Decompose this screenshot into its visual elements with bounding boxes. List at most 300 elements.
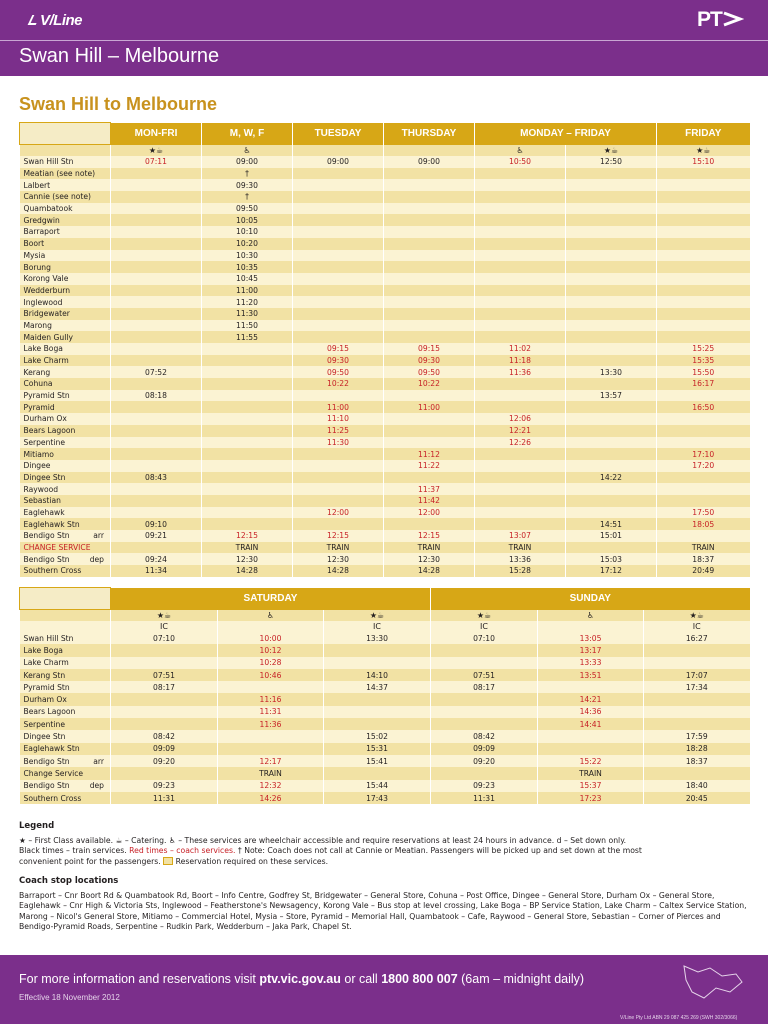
time-cell: 12:50 bbox=[566, 156, 657, 168]
time-cell: 13:30 bbox=[324, 632, 431, 644]
time-cell bbox=[293, 191, 384, 203]
time-cell: 08:43 bbox=[111, 472, 202, 484]
time-cell bbox=[293, 168, 384, 180]
table-row bbox=[20, 238, 750, 250]
time-cell bbox=[431, 767, 538, 779]
time-cell: 17:59 bbox=[644, 730, 750, 742]
col-monday-friday: MONDAY – FRIDAY bbox=[475, 123, 657, 145]
col-tuesday: TUESDAY bbox=[293, 123, 384, 145]
time-cell bbox=[475, 472, 566, 484]
time-cell bbox=[293, 320, 384, 332]
time-cell bbox=[384, 250, 475, 262]
time-cell: 08:42 bbox=[111, 730, 218, 742]
time-cell: 12:21 bbox=[475, 425, 566, 437]
col-mwf: M, W, F bbox=[202, 123, 293, 145]
stop-name: Gredgwin bbox=[20, 214, 111, 226]
time-cell bbox=[657, 425, 750, 437]
time-cell: 10:46 bbox=[218, 669, 324, 681]
time-cell: 15:35 bbox=[657, 355, 750, 367]
weekend-timetable bbox=[19, 587, 750, 804]
time-cell: 14:28 bbox=[384, 565, 475, 577]
time-cell: 17:23 bbox=[538, 792, 644, 804]
time-cell: 17:34 bbox=[644, 681, 750, 693]
table-row bbox=[20, 390, 750, 402]
time-cell bbox=[111, 320, 202, 332]
table-row bbox=[20, 518, 750, 530]
stop-name: Serpentine bbox=[20, 437, 111, 449]
service-type bbox=[538, 621, 644, 632]
time-cell bbox=[566, 378, 657, 390]
time-cell bbox=[293, 273, 384, 285]
time-cell: 12:00 bbox=[384, 507, 475, 519]
stop-name: Cannie (see note) bbox=[20, 191, 111, 203]
time-cell bbox=[657, 495, 750, 507]
time-cell: 11:02 bbox=[475, 343, 566, 355]
time-cell: 07:52 bbox=[111, 366, 202, 378]
time-cell bbox=[111, 507, 202, 519]
time-cell bbox=[657, 273, 750, 285]
time-cell: 15:03 bbox=[566, 553, 657, 565]
time-cell bbox=[566, 320, 657, 332]
time-cell: 14:22 bbox=[566, 472, 657, 484]
table-row bbox=[20, 718, 750, 730]
time-cell: TRAIN bbox=[218, 767, 324, 779]
ptv-link[interactable]: ptv.vic.gov.au bbox=[259, 972, 341, 986]
time-cell bbox=[657, 331, 750, 343]
time-cell bbox=[293, 250, 384, 262]
time-cell bbox=[293, 226, 384, 238]
time-cell: 10:28 bbox=[218, 657, 324, 669]
time-cell: 09:24 bbox=[111, 553, 202, 565]
time-cell bbox=[384, 179, 475, 191]
time-cell bbox=[657, 437, 750, 449]
table-row bbox=[20, 285, 750, 297]
service-icon: ♿ bbox=[475, 145, 566, 157]
time-cell bbox=[293, 460, 384, 472]
stop-name: Raywood bbox=[20, 483, 111, 495]
time-cell bbox=[475, 390, 566, 402]
time-cell: 11:12 bbox=[384, 448, 475, 460]
time-cell bbox=[566, 296, 657, 308]
time-cell: 09:50 bbox=[202, 203, 293, 215]
time-cell bbox=[111, 378, 202, 390]
footer-info: For more information and reservations visit ptv.vic.gov.au or call 1800 800 007 (6am – midnight daily) bbox=[19, 972, 585, 986]
stop-name: Lake Charm bbox=[20, 657, 111, 669]
time-cell: 17:10 bbox=[657, 448, 750, 460]
stop-name: Korong Vale bbox=[20, 273, 111, 285]
legend bbox=[19, 821, 749, 933]
time-cell: 14:51 bbox=[566, 518, 657, 530]
time-cell bbox=[111, 657, 218, 669]
time-cell: 11:37 bbox=[384, 483, 475, 495]
table-row bbox=[20, 203, 750, 215]
stop-name: Eaglehawk Stn bbox=[20, 743, 111, 755]
time-cell: 08:17 bbox=[431, 681, 538, 693]
time-cell bbox=[566, 413, 657, 425]
stop-name: Pyramid Stn bbox=[20, 390, 111, 402]
time-cell: 11:36 bbox=[475, 366, 566, 378]
time-cell bbox=[566, 542, 657, 554]
time-cell bbox=[566, 331, 657, 343]
time-cell bbox=[324, 644, 431, 656]
stop-name: Serpentine bbox=[20, 718, 111, 730]
time-cell bbox=[431, 718, 538, 730]
time-cell bbox=[566, 261, 657, 273]
service-icon: ♿ bbox=[538, 610, 644, 622]
time-cell bbox=[384, 296, 475, 308]
stop-name: Dingee bbox=[20, 460, 111, 472]
time-cell bbox=[293, 261, 384, 273]
time-cell bbox=[324, 693, 431, 705]
time-cell bbox=[657, 261, 750, 273]
time-cell: 13:07 bbox=[475, 530, 566, 542]
table-row bbox=[20, 460, 750, 472]
table-row bbox=[20, 343, 750, 355]
time-cell bbox=[111, 542, 202, 554]
time-cell: 15:10 bbox=[657, 156, 750, 168]
time-cell: 10:00 bbox=[218, 632, 324, 644]
time-cell: 12:30 bbox=[293, 553, 384, 565]
time-cell bbox=[431, 657, 538, 669]
stop-name: Quambatook bbox=[20, 203, 111, 215]
time-cell: 14:28 bbox=[293, 565, 384, 577]
stop-name: Meatian (see note) bbox=[20, 168, 111, 180]
time-cell: 09:09 bbox=[431, 743, 538, 755]
table-row bbox=[20, 553, 750, 565]
time-cell: 09:23 bbox=[111, 780, 218, 792]
time-cell bbox=[475, 518, 566, 530]
time-cell bbox=[384, 308, 475, 320]
time-cell: TRAIN bbox=[475, 542, 566, 554]
time-cell: 09:30 bbox=[293, 355, 384, 367]
time-cell bbox=[538, 743, 644, 755]
time-cell: 09:20 bbox=[111, 755, 218, 767]
service-icon bbox=[293, 145, 384, 157]
time-cell bbox=[111, 767, 218, 779]
time-cell bbox=[202, 378, 293, 390]
time-cell: 17:43 bbox=[324, 792, 431, 804]
time-cell: 13:51 bbox=[538, 669, 644, 681]
header-blank bbox=[20, 123, 111, 145]
time-cell bbox=[218, 743, 324, 755]
phone-number: 1800 800 007 bbox=[381, 972, 458, 986]
time-cell bbox=[475, 378, 566, 390]
time-cell bbox=[111, 693, 218, 705]
stop-name: Bendigo Stn arr bbox=[20, 530, 111, 542]
time-cell bbox=[111, 273, 202, 285]
service-icon: ♿ bbox=[218, 610, 324, 622]
time-cell: 15:22 bbox=[538, 755, 644, 767]
time-cell bbox=[475, 168, 566, 180]
stop-name: Bridgewater bbox=[20, 308, 111, 320]
stop-name: Maiden Gully bbox=[20, 331, 111, 343]
time-cell bbox=[657, 472, 750, 484]
table-row bbox=[20, 156, 750, 168]
table-row bbox=[20, 755, 750, 767]
time-cell: 18:37 bbox=[657, 553, 750, 565]
table-row bbox=[20, 644, 750, 656]
time-cell bbox=[566, 343, 657, 355]
time-cell: 13:30 bbox=[566, 366, 657, 378]
time-cell bbox=[644, 644, 750, 656]
divider bbox=[0, 40, 768, 41]
time-cell bbox=[111, 343, 202, 355]
table-row bbox=[20, 296, 750, 308]
stop-name: Kerang Stn bbox=[20, 669, 111, 681]
time-cell bbox=[475, 331, 566, 343]
time-cell: 11:10 bbox=[293, 413, 384, 425]
time-cell bbox=[111, 214, 202, 226]
time-cell bbox=[384, 273, 475, 285]
time-cell bbox=[384, 331, 475, 343]
time-cell: 15:02 bbox=[324, 730, 431, 742]
time-cell: 18:28 bbox=[644, 743, 750, 755]
col-mon-fri: MON-FRI bbox=[111, 123, 202, 145]
reservation-swatch bbox=[163, 857, 173, 865]
time-cell bbox=[111, 706, 218, 718]
time-cell: 14:41 bbox=[538, 718, 644, 730]
stop-name: Marong bbox=[20, 320, 111, 332]
col-thursday: THURSDAY bbox=[384, 123, 475, 145]
stop-name: Lake Boga bbox=[20, 343, 111, 355]
time-cell bbox=[202, 483, 293, 495]
legend-title: Legend bbox=[19, 821, 55, 831]
time-cell bbox=[566, 460, 657, 472]
time-cell bbox=[111, 644, 218, 656]
time-cell bbox=[657, 483, 750, 495]
time-cell bbox=[384, 518, 475, 530]
time-cell: 12:30 bbox=[202, 553, 293, 565]
victoria-map-icon bbox=[678, 958, 748, 1008]
time-cell: 16:50 bbox=[657, 401, 750, 413]
stop-name: Mitiamo bbox=[20, 448, 111, 460]
legend-line-2: Black times – train services. Red times – coach services. † Note: Coach does not call at Cannie or Meatian. Passengers will be picked up and set down at the most bbox=[19, 846, 642, 855]
time-cell: 11:20 bbox=[202, 296, 293, 308]
coach-stop-text: Barraport – Cnr Boort Rd & Quambatook Rd, Boort – Info Centre, Godfrey St, Bridgewater – General Store, Cohuna – Post Office, Dingee – General Store, Durham Ox – General Store, Eaglehawk – Cnr High & Victoria Sts, Inglewood – Featherstone's Newsagency, Korong Vale – Bus stop at level crossing, Lake Boga – BP Service Station, Lake Charm – Caltex Service Station, Marong – Nicol's General Store, Mitiamo – Commercial Hotel, Mysia – Store, Pyramid – Memorial Hall, Quambatook – Cafe, Raywood – General Store, Sebastian – Corner of Pierces and Bendigo-Pyramid Roads, Serpentine – Rudkin Park, Wedderburn – Jaka Park, Chapel St. bbox=[19, 890, 747, 931]
time-cell: 11:42 bbox=[384, 495, 475, 507]
time-cell: † bbox=[202, 191, 293, 203]
time-cell bbox=[202, 437, 293, 449]
time-cell bbox=[475, 179, 566, 191]
time-cell: 12:15 bbox=[202, 530, 293, 542]
time-cell: 11:00 bbox=[202, 285, 293, 297]
stop-name: Kerang bbox=[20, 366, 111, 378]
time-cell bbox=[657, 214, 750, 226]
time-cell bbox=[111, 179, 202, 191]
time-cell bbox=[566, 214, 657, 226]
time-cell: TRAIN bbox=[657, 542, 750, 554]
time-cell: 10:22 bbox=[384, 378, 475, 390]
table-row bbox=[20, 669, 750, 681]
time-cell bbox=[111, 261, 202, 273]
time-cell bbox=[111, 285, 202, 297]
time-cell bbox=[111, 168, 202, 180]
time-cell: 12:06 bbox=[475, 413, 566, 425]
time-cell bbox=[202, 448, 293, 460]
stop-name: Swan Hill Stn bbox=[20, 156, 111, 168]
time-cell bbox=[475, 460, 566, 472]
time-cell bbox=[475, 214, 566, 226]
time-cell: 10:10 bbox=[202, 226, 293, 238]
route-title: Swan Hill – Melbourne bbox=[19, 45, 220, 67]
service-icon: ★☕ bbox=[657, 145, 750, 157]
time-cell bbox=[475, 191, 566, 203]
stop-name: Mysia bbox=[20, 250, 111, 262]
table-row bbox=[20, 767, 750, 779]
time-cell bbox=[566, 179, 657, 191]
time-cell bbox=[384, 320, 475, 332]
service-icon: ★☕ bbox=[566, 145, 657, 157]
time-cell: 11:30 bbox=[293, 437, 384, 449]
time-cell bbox=[475, 261, 566, 273]
time-cell bbox=[475, 401, 566, 413]
time-cell: 11:30 bbox=[202, 308, 293, 320]
time-cell bbox=[293, 308, 384, 320]
table-row bbox=[20, 437, 750, 449]
time-cell bbox=[384, 285, 475, 297]
abn-text: V/Line Pty Ltd ABN 29 087 425 269 (SWH 302/3066) bbox=[620, 1015, 738, 1021]
service-type: IC bbox=[431, 621, 538, 632]
stop-name: Dingee Stn bbox=[20, 472, 111, 484]
table-row bbox=[20, 191, 750, 203]
service-type bbox=[218, 621, 324, 632]
time-cell bbox=[202, 425, 293, 437]
legend-line-3: convenient point for the passengers. Reservation required on these services. bbox=[19, 856, 329, 866]
time-cell: 12:15 bbox=[293, 530, 384, 542]
table-row bbox=[20, 632, 750, 644]
stop-name: Eaglehawk bbox=[20, 507, 111, 519]
time-cell: 11:31 bbox=[111, 792, 218, 804]
time-cell bbox=[475, 250, 566, 262]
time-cell bbox=[111, 437, 202, 449]
time-cell: 11:22 bbox=[384, 460, 475, 472]
table-row bbox=[20, 780, 750, 792]
time-cell: 09:30 bbox=[202, 179, 293, 191]
time-cell bbox=[475, 285, 566, 297]
table-row bbox=[20, 507, 750, 519]
time-cell: 14:10 bbox=[324, 669, 431, 681]
time-cell bbox=[566, 203, 657, 215]
header-blank bbox=[20, 588, 111, 610]
time-cell bbox=[566, 495, 657, 507]
col-sunday: SUNDAY bbox=[431, 588, 750, 610]
service-type: IC bbox=[644, 621, 750, 632]
stop-name: Wedderburn bbox=[20, 285, 111, 297]
time-cell: 15:25 bbox=[657, 343, 750, 355]
table-row bbox=[20, 530, 750, 542]
time-cell: 07:11 bbox=[111, 156, 202, 168]
time-cell bbox=[384, 214, 475, 226]
time-cell: 09:50 bbox=[384, 366, 475, 378]
time-cell: 13:33 bbox=[538, 657, 644, 669]
time-cell: 17:20 bbox=[657, 460, 750, 472]
time-cell: 18:37 bbox=[644, 755, 750, 767]
time-cell bbox=[566, 285, 657, 297]
time-cell: 11:00 bbox=[384, 401, 475, 413]
time-cell bbox=[566, 448, 657, 460]
time-cell bbox=[293, 472, 384, 484]
time-cell: 15:31 bbox=[324, 743, 431, 755]
time-cell bbox=[384, 261, 475, 273]
time-cell bbox=[111, 191, 202, 203]
time-cell: 12:30 bbox=[384, 553, 475, 565]
time-cell bbox=[111, 355, 202, 367]
time-cell bbox=[657, 168, 750, 180]
time-cell: 14:37 bbox=[324, 681, 431, 693]
time-cell bbox=[293, 285, 384, 297]
table-row bbox=[20, 355, 750, 367]
table-row bbox=[20, 472, 750, 484]
top-banner bbox=[0, 0, 768, 76]
time-cell: 10:35 bbox=[202, 261, 293, 273]
time-cell bbox=[202, 460, 293, 472]
time-cell: 17:50 bbox=[657, 507, 750, 519]
time-cell: 15:01 bbox=[566, 530, 657, 542]
stop-name: Borung bbox=[20, 261, 111, 273]
time-cell: TRAIN bbox=[202, 542, 293, 554]
table-row bbox=[20, 413, 750, 425]
time-cell: 13:57 bbox=[566, 390, 657, 402]
table-row bbox=[20, 366, 750, 378]
time-cell bbox=[475, 507, 566, 519]
time-cell: 11:50 bbox=[202, 320, 293, 332]
time-cell bbox=[566, 355, 657, 367]
time-cell: 09:23 bbox=[431, 780, 538, 792]
time-cell: 17:07 bbox=[644, 669, 750, 681]
time-cell bbox=[657, 530, 750, 542]
time-cell: 09:15 bbox=[384, 343, 475, 355]
time-cell bbox=[293, 179, 384, 191]
time-cell: 14:36 bbox=[538, 706, 644, 718]
time-cell bbox=[384, 203, 475, 215]
time-cell bbox=[644, 767, 750, 779]
time-cell bbox=[111, 495, 202, 507]
table-row bbox=[20, 261, 750, 273]
time-cell: 20:45 bbox=[644, 792, 750, 804]
table-row bbox=[20, 331, 750, 343]
time-cell bbox=[475, 448, 566, 460]
time-cell bbox=[657, 203, 750, 215]
time-cell: 09:00 bbox=[384, 156, 475, 168]
time-cell bbox=[293, 331, 384, 343]
table-row bbox=[20, 483, 750, 495]
legend-line-1: ★ – First Class available. ☕ – Catering. ♿ – These services are wheelchair accessible and require reservations at least 24 hours in advance. d – Set down only. bbox=[19, 835, 627, 845]
time-cell bbox=[384, 437, 475, 449]
time-cell bbox=[657, 308, 750, 320]
time-cell: 18:05 bbox=[657, 518, 750, 530]
time-cell bbox=[202, 507, 293, 519]
time-cell bbox=[111, 718, 218, 730]
time-cell: 10:50 bbox=[475, 156, 566, 168]
time-cell bbox=[657, 191, 750, 203]
table-row bbox=[20, 706, 750, 718]
time-cell bbox=[384, 226, 475, 238]
stop-name: Bears Lagoon bbox=[20, 425, 111, 437]
time-cell bbox=[566, 507, 657, 519]
table-row bbox=[20, 448, 750, 460]
time-cell bbox=[657, 250, 750, 262]
time-cell bbox=[566, 273, 657, 285]
time-cell bbox=[475, 483, 566, 495]
time-cell bbox=[475, 495, 566, 507]
time-cell: 11:31 bbox=[218, 706, 324, 718]
table-row bbox=[20, 214, 750, 226]
time-cell bbox=[644, 693, 750, 705]
stop-name: Bendigo Stn dep bbox=[20, 553, 111, 565]
time-cell: 09:15 bbox=[293, 343, 384, 355]
time-cell: 15:50 bbox=[657, 366, 750, 378]
section-title: Swan Hill to Melbourne bbox=[19, 94, 218, 114]
